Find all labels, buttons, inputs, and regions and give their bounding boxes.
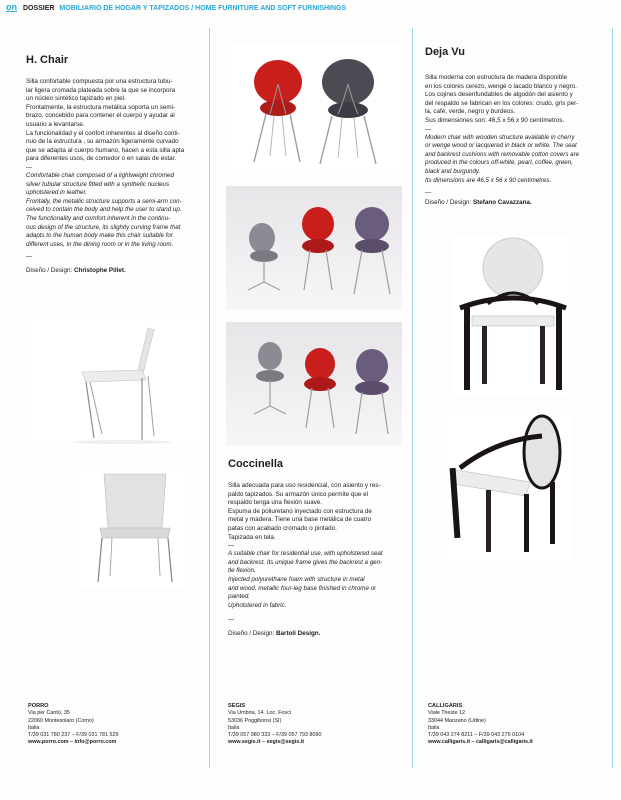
text-line: la, café, verde, negro y burdeos. [425, 108, 516, 116]
text-line: patas con acabado cromado o pintado. [228, 524, 337, 532]
text-line: Silla adecuada para uso residencial, con asiento y res- [228, 482, 381, 489]
article-title: Coccinella [228, 458, 284, 470]
text-line: del respaldo se fabrican en los colores: crudo, gris per- [425, 99, 579, 107]
hchair-front-photo [80, 466, 190, 588]
page-header [6, 2, 615, 18]
company-name: PORRO [28, 703, 49, 709]
text-line: different uses, in the dining room or in the living room. [26, 240, 174, 248]
text-line: and backrest. Its unique frame gives the backrest a gen- [228, 558, 383, 566]
article-dejavu [425, 28, 607, 206]
text-line: nuo de la estructura , su armazón ligeramente curvado [26, 138, 179, 146]
address-line: 33044 Manzano (Udine) [428, 717, 486, 724]
english-text [425, 134, 607, 186]
separator-dash: — [425, 125, 432, 133]
text-line: tle flexion. [228, 567, 256, 575]
address-porro [28, 703, 119, 747]
coccinella-trio-illustration [226, 322, 402, 446]
text-line: ceived to contain the body and help the user to stand up. [26, 206, 182, 214]
text-line: respaldo tenga una flexión suave. [228, 499, 323, 507]
text-line: black and burgundy. [425, 167, 481, 175]
category-label: MOBILIARIO DE HOGAR Y TAPIZADOS / HOME FURNITURE AND SOFT FURNISHINGS [59, 5, 347, 12]
spanish-text [425, 74, 607, 126]
web-link[interactable]: www.porro.com – info@porro.com [28, 739, 117, 746]
text-line: or wenge wood or lacquered in black or white. The seat [425, 142, 577, 150]
dejavu-front-illustration [452, 236, 574, 396]
english-text [26, 172, 204, 249]
text-line: Injected polyurethane foam with structure in metal [228, 575, 365, 583]
column-divider-1 [209, 28, 210, 768]
hchair-side-illustration [30, 318, 202, 446]
designer-credit [425, 199, 607, 206]
text-line: painted. [228, 593, 251, 601]
designer-prefix: Diseño / Design: [26, 267, 73, 275]
designer-name: Stefano Cavazzana. [472, 199, 532, 207]
address-line: Via Umbria, 14. Loc. Fosci [228, 710, 292, 717]
spanish-text [26, 78, 204, 164]
address-calligaris [428, 703, 533, 747]
text-line: The functionality and comfort inherent in the continu- [26, 214, 171, 222]
text-line: paldo tapizados. Su armazón único permite que el [228, 490, 369, 498]
web-link[interactable]: www.calligaris.it – calligaris@calligaris.it [428, 739, 533, 746]
coccinella-photo-front [226, 44, 402, 174]
company-name: CALLIGARIS [428, 703, 463, 709]
text-line: Its dimensions are 46,5 x 56 x 90 centimetres. [425, 176, 552, 184]
text-line: and wood, metallic four-leg base finished in chrome or [228, 584, 377, 592]
magazine-logo: on [6, 2, 17, 12]
phone-line: T/39 057 980 333 – F/39 057 793 8090 [228, 732, 322, 739]
text-line: and backrest cushions with removable cotton covers are [425, 150, 580, 158]
text-line: Frontally, the metallic structure supports a semi-arm con- [26, 197, 182, 205]
address-line: 22060 Montesolaro (Como) [28, 717, 94, 724]
text-line: Modern chair with wooden structure available in cherry [425, 133, 575, 141]
designer-credit [26, 267, 204, 274]
coccinella-trio-illustration [226, 186, 402, 310]
text-line: A suitable chair for residential use, with upholstered seat [228, 550, 383, 558]
text-line: Espuma de poliuretano inyectado con estructura de [228, 507, 372, 515]
article-coccinella [228, 446, 406, 637]
designer-name: Christophe Pillet. [73, 267, 126, 275]
address-line: Italia [28, 724, 40, 731]
address-line: Viale Trieste 12 [428, 710, 466, 717]
text-line: Frontalmente, la estructura metálica soporta un semi- [26, 103, 176, 111]
phone-line: T/39 031 780 237 – F/39 031 781 529 [28, 732, 119, 739]
text-line: Upholstered in fabric. [228, 601, 287, 609]
text-line: Los cojines desenfundables de algodón del asiento y [425, 91, 573, 99]
web-link[interactable]: www.segis.it – segis@segis.it [228, 739, 305, 746]
separator-dash: — [425, 189, 432, 197]
text-line: para diferentes usos, de comedor o en salas de estar. [26, 155, 177, 163]
section-label: DOSSIER [22, 5, 55, 12]
coccinella-photo-trio-2 [226, 322, 402, 446]
hchair-front-illustration [80, 466, 190, 588]
text-line: lar ligera cromada plateada sobre la que se incorpora [26, 86, 176, 94]
text-line: que se adapta al cuerpo humano, hacen a esta silla apta [26, 146, 185, 154]
address-line: 53036 Poggibonsi (SI) [228, 717, 282, 724]
designer-credit [228, 630, 406, 637]
text-line: La funcionalidad y el confort inherentes al diseño conti- [26, 129, 180, 137]
english-text [228, 550, 406, 610]
text-line: Sus dimensiones son: 46,5 x 56 x 90 centímetros. [425, 116, 565, 124]
dejavu-angle-photo [446, 410, 572, 560]
text-line: brazo, concebido para contener el cuerpo y ayudar al [26, 112, 175, 120]
phone-line: T/39 043 274 8211 – F/39 043 275 0104 [428, 732, 525, 739]
text-line: metal y madera. Tiene una base metálica de cuatro [228, 516, 372, 524]
text-line: ous design of the structure, its slightly curving frame that [26, 223, 181, 231]
text-line: adapts to the human body make this chair suitable for [26, 232, 173, 240]
address-line: Via per Cantù, 35 [28, 710, 70, 717]
text-line: un núcleo sintético tapizado en piel. [26, 95, 126, 103]
text-line: upholstered in leather. [26, 189, 87, 197]
address-line: Italia [228, 724, 240, 731]
address-segis [228, 703, 322, 747]
coccinella-pair-illustration [226, 44, 402, 174]
dejavu-front-photo [452, 236, 574, 396]
text-line: en los colores cerezo, wengé o lacado blanco y negro. [425, 82, 577, 90]
article-title: Deja Vu [425, 46, 465, 58]
text-line: Silla confortable compuesta por una estructura tubu- [26, 78, 173, 85]
column-divider-2 [412, 28, 413, 768]
spanish-text [228, 482, 406, 542]
hchair-side-photo [30, 318, 202, 446]
designer-name: Bartoli Design. [275, 630, 321, 638]
text-line: Comfortable chair composed of a lightweight chromed [26, 171, 174, 179]
text-line: usuario a levantarse. [26, 120, 85, 128]
text-line: Tapizada en tela. [228, 533, 276, 541]
separator-dash: — [26, 163, 33, 171]
coccinella-photo-trio-1 [226, 186, 402, 310]
company-name: SEGIS [228, 703, 246, 709]
dejavu-angle-illustration [446, 410, 572, 560]
column-divider-3 [612, 28, 613, 768]
article-title: H. Chair [26, 54, 69, 66]
text-line: Silla moderna con estructura de madera disponible [425, 74, 568, 81]
article-hchair [26, 28, 204, 274]
designer-prefix: Diseño / Design: [228, 630, 275, 638]
separator-dash: — [228, 616, 235, 624]
text-line: silver tubular structure fitted with a synthetic nucleus [26, 180, 170, 188]
separator-dash: — [228, 542, 235, 550]
separator-dash: — [26, 253, 33, 261]
text-line: produced in the colours off-white, pearl, coffee, green, [425, 159, 573, 167]
address-line: Italia [428, 724, 440, 731]
designer-prefix: Diseño / Design: [425, 199, 472, 207]
